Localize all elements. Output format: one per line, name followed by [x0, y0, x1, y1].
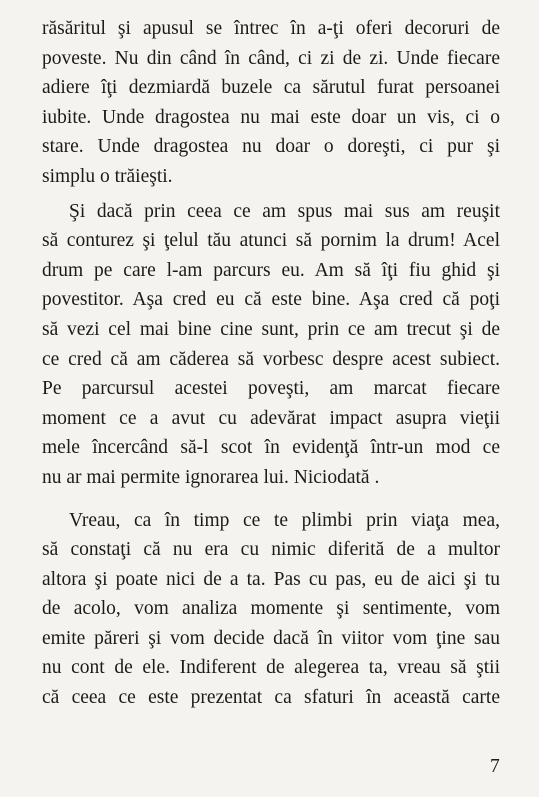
- page-number: 7: [490, 756, 500, 777]
- text-line: nu cont de ele. Indiferent de alegerea ta, vreau să ştii: [42, 657, 500, 679]
- text-line: moment ce a avut cu adevărat impact asupra vieţii: [42, 407, 500, 429]
- text-line: nu ar mai permite ignorarea lui. Niciodată .: [42, 466, 380, 488]
- paragraph-1: [42, 14, 500, 192]
- text-line: răsăritul şi apusul se întrec în a-ţi oferi decoruri de: [42, 18, 500, 39]
- text-line: simplu o trăieşti.: [42, 165, 173, 187]
- text-line: Vreau, ca în timp ce te plimbi prin viaţa mea,: [69, 509, 500, 531]
- text-line: drum pe care l-am parcurs eu. Am să îţi fiu ghid şi: [42, 259, 500, 281]
- text-line: poveste. Nu din când în când, ci zi de zi. Unde fiecare: [42, 47, 500, 69]
- text-line: de acolo, vom analiza momente şi sentimente, vom: [42, 598, 500, 620]
- text-line: mele încercând să-l scot în evidenţă într-un mod ce: [42, 437, 500, 459]
- text-line: să vezi cel mai bine cine sunt, prin ce am trecut şi de: [42, 318, 500, 340]
- paragraph-2: [42, 197, 500, 493]
- text-line: că ceea ce este prezentat ca sfaturi în această carte: [42, 687, 500, 709]
- body-text: [42, 14, 500, 713]
- text-line: stare. Unde dragostea nu doar o doreşti, ci pur şi: [42, 136, 500, 158]
- text-line: altora şi poate nici de a ta. Pas cu pas, eu de aici şi tu: [42, 568, 500, 590]
- text-line: iubite. Unde dragostea nu mai este doar un vis, ci o: [42, 106, 500, 128]
- text-line: să constaţi că nu era cu nimic diferită de a multor: [42, 539, 500, 561]
- text-line: adiere îţi dezmiardă buzele ca sărutul furat persoanei: [42, 77, 500, 99]
- text-line: să conturez şi ţelul tău atunci să pornim la drum! Acel: [42, 230, 500, 252]
- text-line: emite păreri şi vom decide dacă în viitor vom ţine sau: [42, 627, 500, 649]
- text-line: ce cred că am căderea să vorbesc despre acest subiect.: [42, 348, 500, 370]
- text-line: povestitor. Aşa cred eu că este bine. Aşa cred că poţi: [42, 289, 500, 311]
- text-line: Pe parcursul acestei poveşti, am marcat fiecare: [42, 378, 500, 400]
- text-line: Şi dacă prin ceea ce am spus mai sus am reuşit: [69, 200, 500, 222]
- paragraph-3: [42, 506, 500, 713]
